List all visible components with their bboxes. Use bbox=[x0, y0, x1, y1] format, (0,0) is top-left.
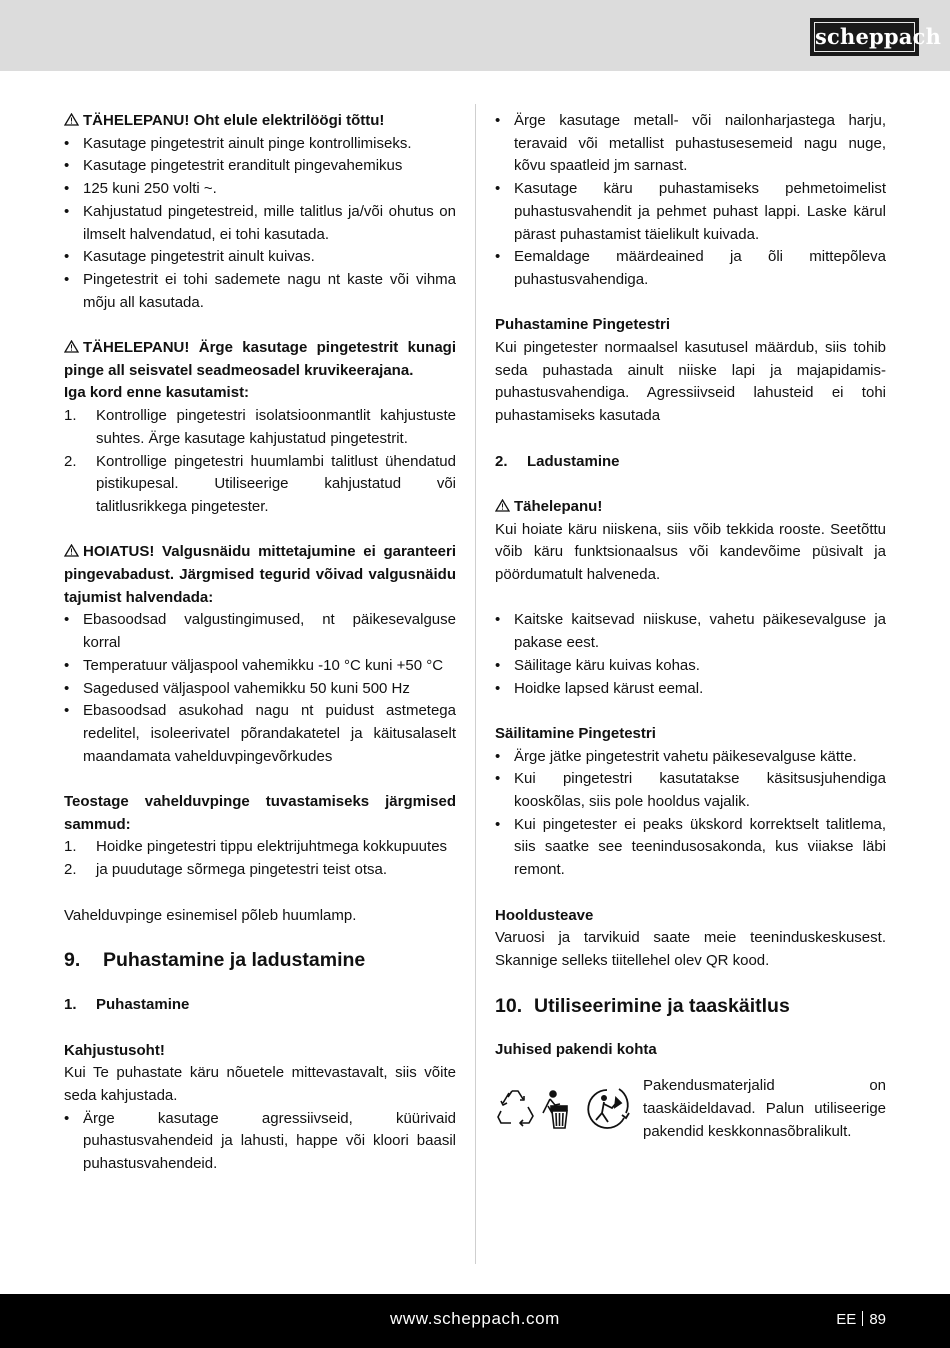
numbered-item: 1. Hoidke pingetestri tippu elektrijuhtmega kokkupuutes bbox=[64, 838, 448, 856]
warning-triangle-icon bbox=[64, 113, 79, 126]
left-column bbox=[64, 110, 456, 1176]
numbered-item: 1. Kontrollige pingetestri isolatsioonmantlit kahjustuste suhtes. Ärge kasutage kahjustatud pingetestrit. bbox=[64, 407, 456, 447]
list-item: • Ärge kasutage agressiivseid, küürivaid puhastusvahendeid ja lahusti, happe või kloori baasil puhastusvahendeid. bbox=[64, 1109, 456, 1173]
light-factors-list bbox=[64, 609, 456, 768]
tester-cleaning-heading: Puhastamine Pingetestri bbox=[495, 316, 671, 334]
cleaning-list bbox=[495, 110, 886, 292]
warning-triangle-icon bbox=[495, 499, 510, 512]
storage-subheading: 2. Ladustamine bbox=[495, 452, 620, 470]
service-heading: Hooldusteave bbox=[495, 906, 594, 924]
service-text: Varuosi ja tarvikuid saate meie teeninduskeskusest. Skannige selleks tiitellehel olev QR kood. bbox=[495, 929, 886, 969]
person-recycle-icon bbox=[588, 1089, 629, 1128]
footer bbox=[0, 1294, 950, 1348]
numbered-item: 2. ja puudutage sõrmega pingetestri teist otsa. bbox=[64, 861, 388, 879]
list-item: • Kasutage pingetestrit ainult kuivas. bbox=[64, 248, 315, 266]
before-use-heading: Iga kord enne kasutamist: bbox=[64, 384, 250, 402]
list-item: • Ebasoodsad asukohad nagu nt puidust astmetega redelitel, isoleerivatel põrandakatetel ja käitusalaselt maandamata vahelduvpingevõrkudes bbox=[64, 702, 456, 765]
language-code: EE bbox=[836, 1311, 857, 1328]
list-item: • Kasutage käru puhastamiseks pehmetoimelist puhastusvahendit ja pehmet puhast lappi. Laske kärul pärast puhastamist täielikult kuivada. bbox=[495, 180, 886, 243]
tester-storage-list bbox=[495, 746, 886, 882]
lamp-note: Vahelduvpinge esinemisel põleb huumlamp. bbox=[64, 906, 357, 924]
storage-list bbox=[495, 609, 886, 700]
column-divider bbox=[475, 104, 476, 1264]
footer-url: www.scheppach.com bbox=[390, 1309, 560, 1328]
warning-electric-shock: TÄHELEPANU! Oht elule elektrilöögi tõttu! bbox=[64, 110, 456, 133]
footer-page-number bbox=[836, 1309, 886, 1332]
list-item: • Kasutage pingetestrit eranditult pingevahemikus bbox=[64, 157, 403, 175]
top-bar bbox=[0, 0, 950, 71]
damage-list bbox=[64, 1108, 456, 1176]
right-column bbox=[495, 110, 886, 1151]
section-9-heading: 9. Puhastamine ja ladustamine bbox=[64, 949, 366, 972]
warning-screwdriver: TÄHELEPANU! Ärge kasutage pingetestrit kunagi pinge all seisvatel seadmeosadel kruvikeerajana. bbox=[64, 339, 456, 379]
list-item: • Kui pingetester ei peaks ükskord korrektselt talitlema, siis saatke see teenindusosakonda, kus viiakse läbi remont. bbox=[495, 815, 886, 879]
list-item: • Kaitske kaitsevad niiskuse, vahetu päikesevalguse ja pakase eest. bbox=[495, 611, 886, 652]
packaging-text: Pakendusmaterjalid on taaskäideldavad. Palun utiliseerige pakendid keskkonnasõbralikult. bbox=[643, 1077, 886, 1140]
storage-warning-text: Kui hoiate käru niiskena, siis võib tekkida rooste. Seetõttu võib käru funktsionaalsus või kandevõime püsivalt ja pöördumatult halveneda. bbox=[495, 520, 886, 584]
packaging-info bbox=[495, 1075, 886, 1151]
numbered-item: 2. Kontrollige pingetestri huumlambi talitlust ühendatud pistikupesal. Utiliseerige kahjustatud või talitlusrikkega pingetester. bbox=[64, 452, 456, 515]
list-item: • Sagedused väljaspool vahemikku 50 kuni 500 Hz bbox=[64, 679, 410, 697]
damage-risk-heading: Kahjustusoht! bbox=[64, 1041, 165, 1059]
trash-bin-icon bbox=[543, 1091, 567, 1128]
tester-cleaning-text: Kui pingetester normaalsel kasutusel määrdub, siis tohib seda puhastada ainult niiske lapi ja majapidamis-puhastusvahendiga. Agressiivseid lahusteid ei tohi puhastamiseks kasutada bbox=[495, 339, 886, 425]
list-item: • Temperatuur väljaspool vahemikku -10 °C kuni +50 °C bbox=[64, 656, 444, 674]
list-item: • 125 kuni 250 volti ~. bbox=[64, 180, 217, 198]
section-10-heading: 10. Utiliseerimine ja taaskäitlus bbox=[495, 994, 790, 1017]
warning-triangle-icon bbox=[64, 544, 79, 557]
warning-triangle-icon bbox=[64, 340, 79, 353]
list-item: • Säilitage käru kuivas kohas. bbox=[495, 656, 700, 674]
list-item: • Kasutage pingetestrit ainult pinge kontrollimiseks. bbox=[64, 134, 412, 152]
logo-text: scheppach bbox=[814, 22, 915, 52]
electric-shock-list bbox=[64, 133, 456, 315]
list-item: • Ärge kasutage metall- või nailonharjastega harju, teravaid või metallist puhastusesemeid nagu nuge, kõvu spaatleid jm sarnast. bbox=[495, 112, 886, 175]
ac-detection-heading: Teostage vahelduvpinge tuvastamiseks järgmised sammud: bbox=[64, 793, 456, 833]
ac-detection-steps bbox=[64, 836, 456, 881]
list-item: • Hoidke lapsed kärust eemal. bbox=[495, 679, 704, 697]
list-item: • Pingetestrit ei tohi sademete nagu nt kaste või vihma mõju all kasutada. bbox=[64, 270, 456, 311]
list-item: • Ebasoodsad valgustingimused, nt päikesevalguse korral bbox=[64, 611, 456, 652]
before-use-steps bbox=[64, 405, 456, 519]
packaging-heading: Juhised pakendi kohta bbox=[495, 1040, 657, 1058]
damage-risk-text: Kui Te puhastate käru nõuetele mittevastavalt, siis võite seda kahjustada. bbox=[64, 1064, 456, 1105]
list-item: • Kahjustatud pingetestreid, mille talitlus ja/või ohutus on ilmselt halvendatud, ei tohi kasutada. bbox=[64, 202, 456, 243]
cleaning-subheading: 1. Puhastamine bbox=[64, 996, 190, 1014]
list-item: • Kui pingetestri kasutatakse käsitsusjuhendiga kooskõlas, siis pole hooldus vajalik. bbox=[495, 770, 886, 811]
list-item: • Ärge jätke pingetestrit vahetu päikesevalguse kätte. bbox=[495, 747, 857, 765]
page-number: 89 bbox=[869, 1311, 886, 1328]
warning-light-indicator: HOIATUS! Valgusnäidu mittetajumine ei garanteeri pingevabadust. Järgmised tegurid võivad valgusnäidu tajumist halvendada: bbox=[64, 543, 456, 606]
scheppach-logo bbox=[810, 18, 942, 56]
list-item: • Eemaldage määrdeained ja õli mittepõleva puhastusvahendiga. bbox=[495, 248, 886, 288]
recycling-icons bbox=[495, 1085, 640, 1131]
recycle-icon bbox=[498, 1091, 533, 1126]
tester-storage-heading: Säilitamine Pingetestri bbox=[495, 724, 656, 742]
storage-warning-heading: Tähelepanu! bbox=[495, 496, 886, 519]
